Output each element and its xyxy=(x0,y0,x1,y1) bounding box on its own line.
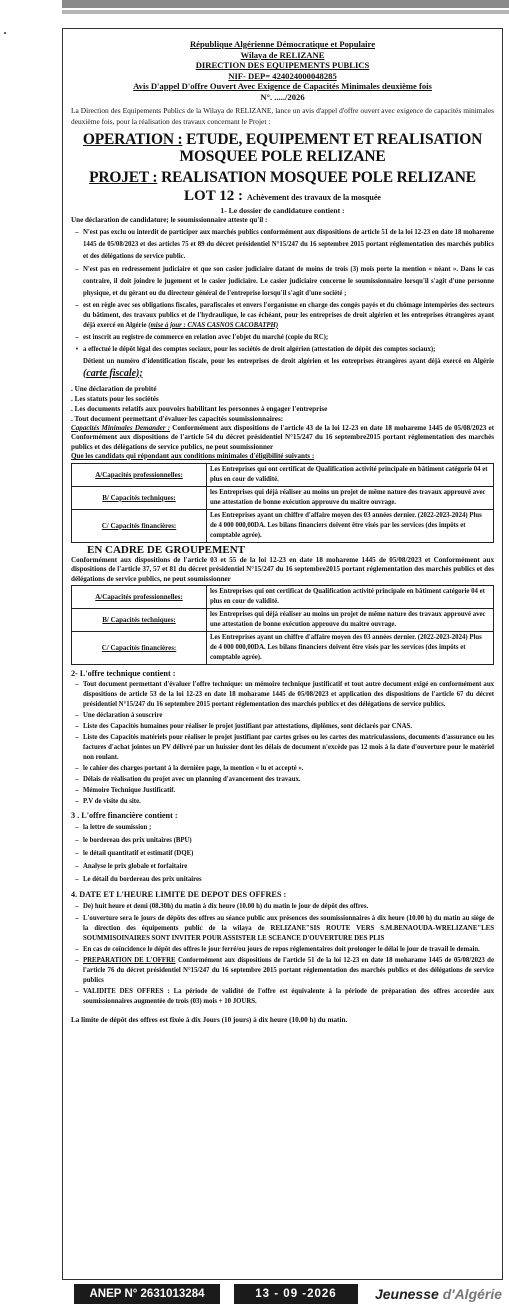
lot-text: Achèvement des travaux de la mosquée xyxy=(246,193,381,202)
table-row: C/ Capacités financières: Les Entreprises ayant un chiffre d'affaire moyen des 03 années dernier. (2022-2023-2024) Plus de 4 000 000,00DA. Les bilans financiers doivent être visés par les services (des impôts et comptable agrée). xyxy=(72,632,494,665)
list-item: – P.V de visite du site. xyxy=(75,798,141,805)
list-item: – PREPARATION DE L'OFFRE Conformément aux dispositions de l'article 51 de la loi 12-23 en date 18 moharame 1445 de 05/08/2023 de l'article 76 du décret présidentiel N°15/247 du 16 septembre 2015 portant réglementation des marchés publics et des délégations de service publics xyxy=(75,957,494,984)
list-item: – Une déclaration à souscrire xyxy=(75,712,163,719)
list-item: – N'est pas exclu ou interdit de participer aux marchés publics conformément aux dispositions de article 51 de la loi 12-23 en date 18 mohareme 1445 de 05/08/2023 et des articles 75 et 89 du décret présidentiel N°15/247 du 16 septembre 2015 portant réglementation des marchés publics et des délégations de service public. xyxy=(75,228,494,260)
table-row: A/Capacités professionnelles: les Entreprises qui ont certificat de Qualification activité principale en bâtiment catégorie 04 et plus en cour de validité. xyxy=(72,586,494,609)
list-item: – N'est pas en redressement judiciaire et que son casier judiciaire datant de moins de trois (3) mois porte la mention « néant ». Dans le cas contraire, il doit joindre le jugement et le casier judiciaire. Le casier judiciaire concerne le soumissionnaire lorsqu'il s'agit d'une personne physique, et du gérant ou du directeur général de l'entreprise lorsqu'il s'agit d'une société ; xyxy=(75,265,494,297)
list-item: – VALIDITE DES OFFRES : La période de validité de l'offre est équivalente à la période de préparation des offres accordée aux soumissionnaires augmentée de trois (03) mois + 10 JOURS. xyxy=(75,988,494,1005)
doc-line: . Tout document permettant d'évaluer les capacités soumissionnaires: xyxy=(71,414,284,423)
section3-title: 3 . L'offre financière contient : xyxy=(71,811,178,820)
groupement-text: Conformément aux dispositions de l'article 03 et 55 de la loi 12-23 en date 18 mohareme 1445 de 05/08/2023 et Conformément aux dispositions de l'article 37, 57 et 81 du décret présidentiel N°15/247 du 16 septembre2015 portant réglementation des marchés publics et des délégations de service publics, ne peut soumissionner xyxy=(71,555,494,583)
operation-heading xyxy=(71,131,494,165)
list-item: – Liste des Capacités humaines pour réaliser le projet justifiant par attestations, diplômes, sont déclarés par CNAS. xyxy=(75,723,413,730)
nif-line: NIF- DEP= 424024000048285 xyxy=(228,70,337,81)
list-item: – Le détail du bordereau des prix unitaires xyxy=(75,876,202,883)
publication-date: 13 - 09 -2026 xyxy=(234,1284,358,1304)
projet-heading xyxy=(71,169,494,186)
list-item: – la lettre de soumission ; xyxy=(75,824,152,831)
table-row: B/ Capacités techniques: les Entreprises qui déjà réaliser au moins un projet de même nature des travaux approuvé avec une attestation de bonne exécution approuve du maitre ouvrage. xyxy=(72,486,494,509)
anep-number: ANEP N° 2631013284 xyxy=(74,1284,220,1304)
list-item: – est en règle avec ses obligations fiscales, parafiscales et envers l'organisme en charge des congés payés et du chômage intempéries des secteurs du bâtiment, des travaux publics et de l'hydraulique, le cas échéant, pour les entreprises de droit algérien et les entreprises étrangères ayant déjà exercé en Algérie (mise à jour : CNAS CASNOS CACOBATPH) xyxy=(75,301,494,329)
operation-text: ETUDE, EQUIPEMENT ET REALISATION MOSQUEE POLE RELIZANE xyxy=(179,131,483,165)
operation-label: OPERATION : xyxy=(82,131,183,148)
projet-label: PROJET : xyxy=(89,169,158,186)
table-row: C/ Capacités financières: Les Entreprises ayant un chiffre d'affaire moyen des 03 années dernier. (2022-2023-2024) Plus de 4 000 000,00DA. Les bilans financiers doivent être visés par les services (des impôts et comptable agrée). xyxy=(72,509,494,542)
section4-title: 4. DATE ET L'HEURE LIMITE DE DEPOT DES OFFRES : xyxy=(71,890,287,899)
list-item: – L'ouverture sera le jours de dépôts des offres au séance public aux présences des soumissionnaires à dix heure (10.00 h) du matin au siège de la direction des équipements public de la wilaya de RELIZANE"SIS ROUTE VERS S.M.BENAOUDA-WRELIZANE"LES SOUMMISOINAIRES SONT INVITER POUR ASSISTER LE SCEANCE D'OUVERTURE DES PLIS xyxy=(75,915,494,942)
list-item: • a effectué le dépôt légal des comptes sociaux, pour les sociétés de droit algérien (attestation de dépôt des comptes sociaux); xyxy=(75,345,436,353)
groupement-capacities-table xyxy=(71,585,494,665)
table-lead: Que les candidats qui répondant aux conditions minimales d'éligibilité suivants : xyxy=(71,452,315,460)
list-item: – le bordereau des prix unitaires (BPU) xyxy=(75,837,192,844)
list-item: – Tout document permettant d'évaluer l'offre technique: un mémoire technique justificatif et tout autre document exigé en conformément aux dispositions de article 53 de la loi 12-23 en date 18 moharame 1445 de 05/08/2023 et application des dispositions de l'article 67 du décret présidentiel N°15/247 du 16 septembre 2015 portant réglementation des marchés publics et des délégations de service publics. xyxy=(75,681,494,708)
intro-paragraph: La Direction des Equipements Publics de la Wilaya de RELIZANE, lance un avis d'appel d'offre ouvert avec exigence de capacités minimales deuxième fois, pour la réalisation des travaux concernant le Projet : xyxy=(71,106,494,126)
wilaya-line: Wilaya de RELIZANE xyxy=(240,49,325,60)
mise-a-jour-note: (mise à jour : CNAS CASNOS CACOBATPH) xyxy=(148,321,279,329)
list-item: – le cahier des charges portant à la dernière page, la mention « lu et accepté ». xyxy=(75,765,304,772)
list-item: – Liste des Capacités matériels pour réaliser le projet justifiant par cartes grises ou les cartes des matriculassions, documents d'assurance ou les factures d'achat jointes un PV délivré par un huissier dont les délais de document n'excède pas 12 mois à la date d'ouverture pour le matériel non roulant. xyxy=(75,734,494,761)
header-block xyxy=(71,39,494,102)
republic-line: République Algérienne Démocratique et Populaire xyxy=(189,39,376,49)
section1-title: 1- Le dossier de candidature contient : xyxy=(220,206,345,215)
direction-line: DIRECTION DES EQUIPEMENTS PUBLICS xyxy=(195,60,370,70)
capacities-table xyxy=(71,463,494,543)
closing-line: La limite de dépôt des offres est fixée à dix Jours (10 jours) à dix heure (10.00 h) du matin. xyxy=(71,1016,348,1024)
section1-lead: Une déclaration de candidature; le soumissionnaire atteste qu'il : xyxy=(71,216,268,224)
cap-min-label: Capacités Minimales Demander : xyxy=(71,423,171,432)
carte-fiscale: (carte fiscale); xyxy=(83,367,143,379)
list-item: – De) huit heure et demi (08.30h) du matin à dix heure (10.00 h) du matin le jour de dépôt des offres. xyxy=(75,903,369,910)
top-decorative-bar xyxy=(62,0,509,8)
doc-line: . Une déclaration de probité xyxy=(71,384,157,393)
margin-dot xyxy=(4,32,6,34)
footer-bar xyxy=(74,1284,509,1306)
list-item: Détient un numéro d'identification fiscale, pour les entreprises de droit algérien et les entreprises étrangères ayant déjà exercé en Algérie (carte fiscale); xyxy=(83,357,494,379)
doc-line: . Les documents relatifs aux pouvoirs habilitant les personnes à engager l'entreprise xyxy=(71,404,328,413)
table-row: B/ Capacités techniques: les Entreprises qui déjà réaliser au moins un projet de même nature des travaux approuvé avec une attestation de bonne exécution approuve du maitre ouvrage. xyxy=(72,609,494,632)
preparation-label: PREPARATION DE L'OFFRE xyxy=(83,957,176,964)
table-row: A/Capacités professionnelles: Les Entreprises qui ont certificat de Qualification activité principale en bâtiment catégorie 04 et plus en cour de validité. xyxy=(72,463,494,486)
groupement-title: EN CADRE DE GROUPEMENT xyxy=(87,543,245,556)
announcement-frame xyxy=(62,28,503,1280)
lot-heading xyxy=(71,187,494,205)
list-item: – Délais de réalisation du projet avec un planning d'avancement des travaux. xyxy=(75,776,301,783)
list-item: – le détail quantitatif et estimatif (DQE) xyxy=(75,850,194,857)
capacites-minimales: Capacités Minimales Demander : Conformément aux dispositions de l'article 43 de la loi 12-23 en date 18 mohareme 1445 de 05/08/2023 et Conformément aux dispositions de l'article 54 du décret présidentiel N°15/247 du 16 septembre2015 portant réglementation des marchés publics et des délégations de service publics, ne peut soumissionner xyxy=(71,423,494,451)
list-item: – Analyse le prix globale et forfaitaire xyxy=(75,863,188,870)
section2-title: 2- L'offre technique contient : xyxy=(71,669,176,678)
lot-label: LOT 12 : xyxy=(184,188,243,204)
projet-text: REALISATION MOSQUEE POLE RELIZANE xyxy=(161,169,476,186)
announcement-number: N°. ...../2026 xyxy=(260,91,305,102)
top-decorative-bar-thin xyxy=(62,10,509,14)
list-item: – Mémoire Technique Justificatif. xyxy=(75,787,176,794)
list-item: – est inscrit au registre de commerce en relation avec l'objet du marché (copie du RC); xyxy=(75,333,329,341)
avis-line: Avis D'appel D'offre Ouvert Avec Exigence de Capacités Minimales deuxième fois xyxy=(133,81,432,91)
doc-line: . Les statuts pour les sociétés xyxy=(71,394,159,403)
newspaper-logo: Jeunesse d'Algérie xyxy=(374,1286,503,1302)
list-item: – En cas de coïncidence le dépôt des offres le jour ferré/ou jours de repos réglementaires doit prolonger le délai le jour de travail le demain. xyxy=(75,946,480,953)
